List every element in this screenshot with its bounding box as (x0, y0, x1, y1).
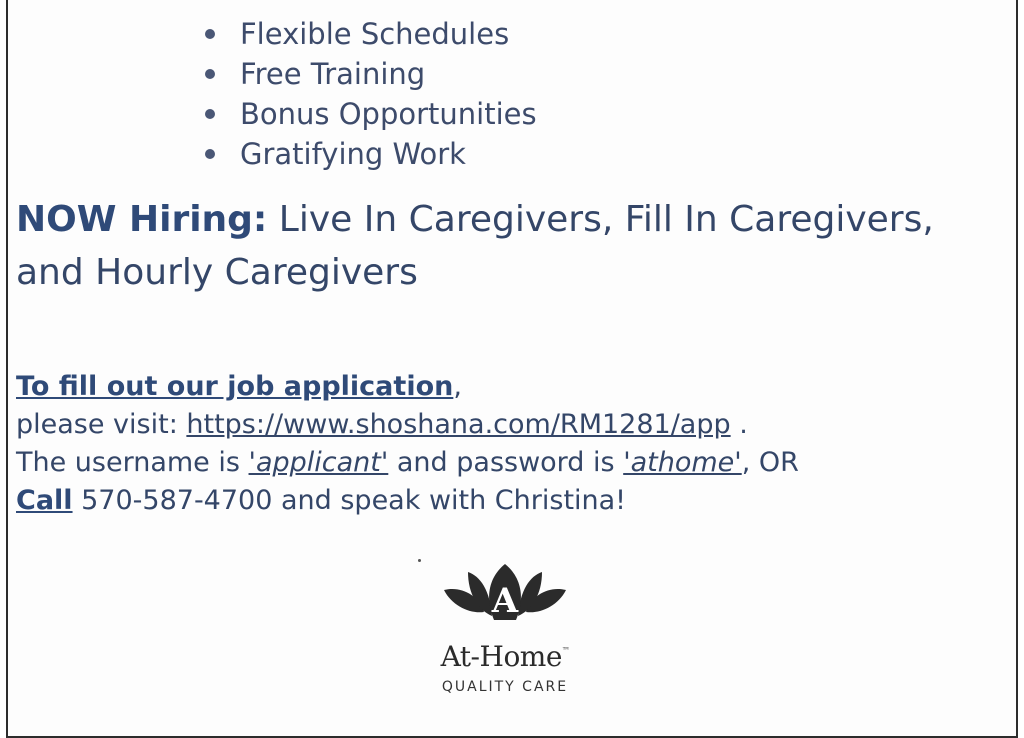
username-value: 'applicant' (248, 447, 389, 478)
call-label: Call (16, 485, 73, 516)
apply-heading: To fill out our job application (16, 371, 454, 402)
apply-credentials-line: The username is 'applicant' and password is 'athome', OR (16, 447, 799, 478)
benefit-item: Bonus Opportunities (200, 94, 537, 134)
application-instructions (16, 368, 1006, 520)
logo-tagline: QUALITY CARE (441, 679, 569, 695)
bullet-icon (205, 109, 215, 119)
bullet-icon (205, 149, 215, 159)
svg-text:A: A (491, 581, 519, 621)
hiring-positions: Live In Caregivers, Fill In Caregivers, and Hourly Caregivers (16, 199, 934, 293)
apply-call-line (16, 482, 1006, 520)
trademark-mark: ™ (561, 646, 570, 655)
application-url-link[interactable]: https://www.shoshana.com/RM1281/app (186, 409, 731, 440)
hiring-headline (16, 193, 996, 299)
hiring-lead: NOW Hiring: (16, 199, 268, 240)
password-value: 'athome' (623, 447, 742, 478)
logo-wordmark: At-Home™ (440, 640, 570, 673)
benefit-item: Free Training (200, 54, 537, 94)
apply-url-line: please visit: https://www.shoshana.com/RM1281/app . (16, 409, 748, 440)
benefit-item: Gratifying Work (200, 134, 537, 174)
apply-heading-line: To fill out our job application, (16, 371, 462, 402)
bullet-icon (205, 29, 215, 39)
lotus-emblem-icon (440, 560, 570, 638)
benefits-list (200, 14, 537, 174)
benefit-item: Flexible Schedules (200, 14, 537, 54)
company-logo (400, 560, 610, 710)
bullet-icon (205, 69, 215, 79)
call-phone-text: 570-587-4700 and speak with Christina! (72, 485, 627, 516)
